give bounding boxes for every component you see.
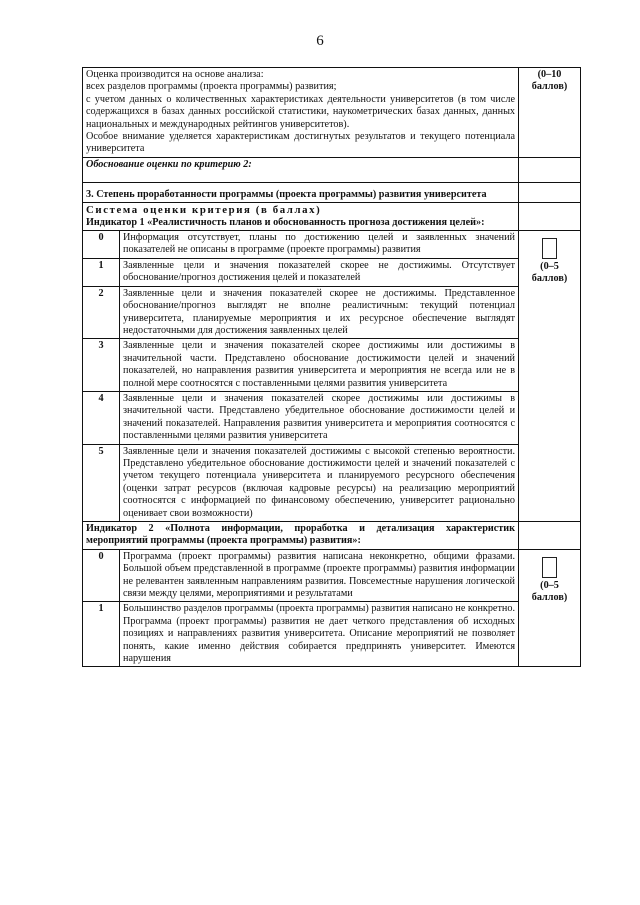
indicator2-score: (0–5 баллов): [519, 549, 581, 667]
indicator2-title: Индикатор 2 «Полнота информации, проработка и детализация характеристик мероприятий программы (проекта программы) развития»:: [83, 522, 519, 550]
row-text: Заявленные цели и значения показателей скорее достижимы или достижимы в значительной части. Представлено убедительное обоснование достижимости целей и значений показателей. Направления развития университета и мероприятия соотносятся с поставленными целями развития университета: [120, 391, 519, 444]
indicator1-row: [83, 286, 581, 339]
indicator1-row: [83, 339, 581, 392]
empty-score-cell: [519, 203, 581, 231]
indicator2-row: [83, 549, 581, 602]
indicator1-header: [83, 203, 519, 231]
row-text: Заявленные цели и значения показателей скорее не достижимы. Отсутствует обоснование/прогноз достижения целей и показателей: [120, 258, 519, 286]
indicator1-row: [83, 444, 581, 521]
intro-line: с учетом данных о количественных характеристиках деятельности университетов (в том числе содержащихся в базах данных российской статистики, наукометрических базах данных, данных национальных и международных рейтингов университетов).: [86, 93, 516, 130]
row-text: Программа (проект программы) развития написана неконкретно, общими фразами. Большой объем представленной в программе (проекте программы) развития информации не релевантен заявленным направлениям развития. Повсеместные нарушения логической связи между целями, мероприятиями и результатами: [120, 549, 519, 602]
row-number: 0: [83, 231, 120, 259]
row-number: 2: [83, 286, 120, 339]
empty-score-cell: [519, 157, 581, 182]
row-text: Заявленные цели и значения показателей скорее не достижимы. Представленное обоснование/прогноз выглядят не вполне реалистичным: текущий потенциал университета, планируемые мероприятия и их ресурсное обеспечение выглядят недостаточными для достижения заявленных целей: [120, 286, 519, 339]
system-label: Система оценки критерия (в баллах): [86, 204, 322, 217]
row-number: 4: [83, 391, 120, 444]
empty-score-cell: [519, 182, 581, 202]
justification-label: Обоснование оценки по критерию 2:: [83, 157, 519, 182]
row-number: 1: [83, 602, 120, 667]
criteria-table: [82, 67, 581, 667]
indicator1-score: (0–5 баллов): [519, 231, 581, 522]
intro-line: всех разделов программы (проекта программы) развития;: [86, 81, 337, 93]
row-text: Большинство разделов программы (проекта программы) развития написано не конкретно. Программа (проект программы) развития не дает четкого представления об исходных позициях и направлениях развития университета. Описание мероприятий не позволяет понять, какие именно действия собирается предпринять университет. Имеются нарушения: [120, 602, 519, 667]
intro-line: Особое внимание уделяется характеристикам достигнутых результатов и текущего потенциала университета: [86, 131, 516, 155]
indicator1-row: [83, 258, 581, 286]
intro-line: Оценка производится на основе анализа:: [86, 69, 264, 80]
section3-row: [83, 182, 581, 202]
indicator1-row: [83, 231, 581, 259]
indicator1-title: Индикатор 1 «Реалистичность планов и обоснованность прогноза достижения целей»:: [86, 216, 485, 228]
justification-row: [83, 157, 581, 182]
row-number: 1: [83, 258, 120, 286]
indicator1-row: [83, 391, 581, 444]
empty-score-cell: [519, 522, 581, 550]
intro-text: [83, 68, 519, 158]
indicator1-header-row: [83, 203, 581, 231]
section3-title: 3. Степень проработанности программы (проекта программы) развития университета: [83, 182, 519, 202]
score-checkbox[interactable]: [542, 557, 557, 578]
page-number: 6: [316, 33, 324, 49]
indicator2-row: [83, 602, 581, 667]
score-checkbox[interactable]: [542, 238, 557, 259]
row-number: 5: [83, 444, 120, 521]
intro-score: (0–10 баллов): [519, 68, 581, 158]
row-number: 3: [83, 339, 120, 392]
row-number: 0: [83, 549, 120, 602]
intro-row: [83, 68, 581, 158]
row-text: Информация отсутствует, планы по достижению целей и заявленных значений показателей не описаны в программе (проекте программы) развития: [120, 231, 519, 259]
row-text: Заявленные цели и значения показателей скорее достижимы или достижимы в значительной части. Представлено обоснование достижимости целей и значений показателей, но направления развития университета и мероприятия не всегда или не в полной мере соотносятся с поставленными целями развития университета: [120, 339, 519, 392]
row-text: Заявленные цели и значения показателей достижимы с высокой степенью вероятности. Представлено убедительное обоснование достижимости целей и значений показателей с учетом текущего потенциала университета и планируемого ресурсного обеспечения (оценки затрат ресурсов (включая кадровые ресурсы) на реализацию мероприятий соотносятся с информацией по финансовому обеспечению, университет рационально оценивает свои возможности): [120, 444, 519, 521]
indicator2-header-row: [83, 522, 581, 550]
